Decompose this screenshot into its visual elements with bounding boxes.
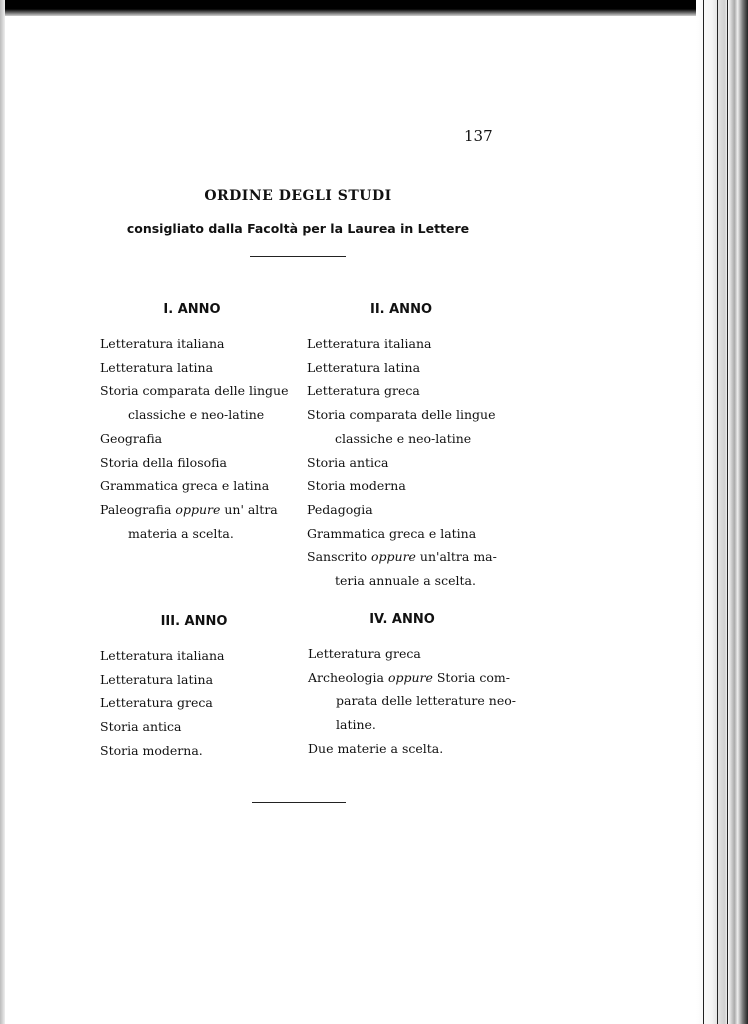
course-item: Archeologia oppure Storia com-: [308, 669, 510, 685]
course-item: Paleografia oppure un' altra: [100, 501, 278, 517]
course-item: Grammatica greca e latina: [307, 525, 477, 541]
year-1-course-list: [100, 332, 288, 545]
document-title: ORDINE DEGLI STUDI: [204, 188, 392, 204]
course-item: Letteratura greca: [307, 383, 420, 399]
course-item-continuation: latine.: [336, 717, 376, 733]
binding-line: [727, 0, 728, 1024]
document-subtitle: consigliato dalla Facoltà per la Laurea in Lettere: [126, 221, 470, 236]
course-item: Storia comparata delle lingue: [100, 383, 289, 399]
divider-rule: [252, 802, 346, 803]
course-item-continuation: teria annuale a scelta.: [335, 573, 476, 589]
course-item: Letteratura italiana: [100, 336, 225, 351]
binding-line: [717, 0, 718, 1024]
year-heading-4: IV. ANNO: [369, 612, 435, 627]
course-item: Sanscrito oppure un'altra ma-: [307, 549, 497, 565]
course-item-continuation: classiche e neo-latine: [335, 430, 472, 446]
page-number: 137: [464, 127, 493, 145]
course-item: Grammatica greca e latina: [100, 478, 270, 494]
course-item: Storia comparata delle lingue: [307, 407, 496, 423]
course-item: Storia antica: [307, 454, 389, 470]
course-item: Letteratura latina: [100, 671, 214, 687]
course-item: Storia moderna: [307, 478, 406, 494]
year-heading-1: I. ANNO: [163, 302, 221, 317]
year-heading-2: II. ANNO: [369, 302, 432, 317]
course-item: Storia della filosofia: [100, 454, 227, 470]
course-item: Due materie a scelta.: [308, 740, 444, 756]
course-item: Storia moderna.: [100, 742, 203, 758]
course-item: Letteratura italiana: [307, 336, 432, 351]
year-3-course-list: [100, 644, 224, 763]
page-left-edge: [0, 0, 5, 1024]
course-item: Geografia: [100, 430, 163, 446]
year-4-course-list: [308, 642, 516, 761]
course-item-continuation: parata delle letterature neo-: [336, 693, 516, 709]
page-top-edge: [0, 0, 748, 16]
course-item: Letteratura italiana: [100, 648, 225, 663]
course-item: Storia antica: [100, 719, 182, 735]
year-heading-3: III. ANNO: [160, 614, 228, 629]
binding-line: [703, 0, 704, 1024]
course-item-continuation: classiche e neo-latine: [128, 407, 265, 423]
course-item: Letteratura greca: [100, 695, 213, 711]
year-2-course-list: [307, 332, 497, 593]
course-item: Pedagogia: [307, 501, 373, 517]
course-item: Letteratura latina: [100, 359, 214, 375]
divider-rule: [250, 256, 346, 257]
course-item: Letteratura latina: [307, 359, 421, 375]
course-item: Letteratura greca: [308, 646, 421, 661]
course-item-continuation: materia a scelta.: [128, 525, 234, 541]
